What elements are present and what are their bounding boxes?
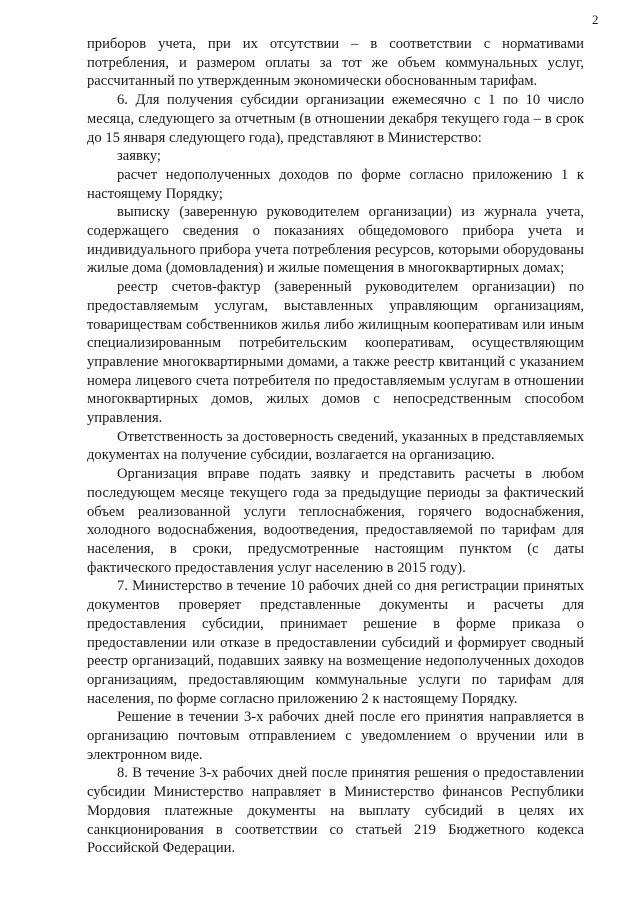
- paragraph-item-8: 8. В течение 3-х рабочих дней после принятия решения о предоставлении субсидии Министерство направляет в Министерство финансов Республики Мордовия платежные документы на выплату субсидий в целях их санкционирования в соответствии со статьей 219 Бюджетного кодекса Российской Федерации.: [87, 765, 584, 857]
- paragraph-invoice-register: реестр счетов-фактур (заверенный руководителем организации) по предоставляемым услугам, выставленных управляющим организациям, товариществам собственников жилья либо жилищным кооперативам или иным специализированным потребительским кооперативам, осуществляющим управление многоквартирными домами, а также реестр квитанций с указанием номера лицевого счета потребителя по предоставляемым услугам в отношении многоквартирных домов, жилых домов с непосредственным способом управления.: [87, 279, 584, 427]
- paragraph-item-7: 7. Министерство в течение 10 рабочих дней со дня регистрации принятых документов проверяет представленные документы и расчеты для предоставления субсидии, принимает решение в форме приказа о предоставлении или отказе в предоставлении субсидий и формирует сводный реестр организаций, подавших заявку на возмещение недополученных доходов организациям, предоставляющим коммунальные услуги по тарифам для населения, по форме согласно приложению 2 к настоящему Порядку.: [87, 578, 584, 707]
- paragraph-later-application: Организация вправе подать заявку и представить расчеты в любом последующем месяце текущего года за предыдущие периоды за фактический объем реализованной услуги теплоснабжения, горячего водоснабжения, холодного водоснабжения, водоотведения, предоставляемой по тарифам для населения, в сроки, предусмотренные настоящим пунктом (с даты фактического предоставления услуг населению в 2015 году).: [87, 466, 584, 576]
- paragraph-item-6: 6. Для получения субсидии организации ежемесячно с 1 по 10 число месяца, следующего за отчетным (в отношении декабря текущего года – в срок до 15 января следующего года), представляют в Министерство:: [87, 92, 584, 146]
- page-number: 2: [592, 12, 599, 27]
- paragraph-responsibility: Ответственность за достоверность сведений, указанных в представляемых документах на получение субсидии, возлагается на организацию.: [87, 428, 584, 464]
- paragraph-decision-notice: Решение в течении 3-х рабочих дней после его принятия направляется в организацию почтовым отправлением с уведомлением о вручении или в электронном виде.: [87, 709, 584, 763]
- paragraph-journal-extract: выписку (заверенную руководителем организации) из журнала учета, содержащего сведения о показаниях общедомового прибора учета и индивидуального прибора учета потребления ресурсов, которыми оборудованы жилые дома (домовладения) и жилые помещения в многоквартирных домах;: [87, 204, 584, 277]
- document-body: [87, 35, 584, 858]
- paragraph-continuation: приборов учета, при их отсутствии – в соответствии с нормативами потребления, и размером оплаты за тот же объем коммунальных услуг, рассчитанный по утвержденным экономически обоснованным тарифам.: [87, 36, 584, 90]
- paragraph-application: заявку;: [117, 148, 161, 165]
- paragraph-income-calculation: расчет недополученных доходов по форме согласно приложению 1 к настоящему Порядку;: [87, 166, 584, 202]
